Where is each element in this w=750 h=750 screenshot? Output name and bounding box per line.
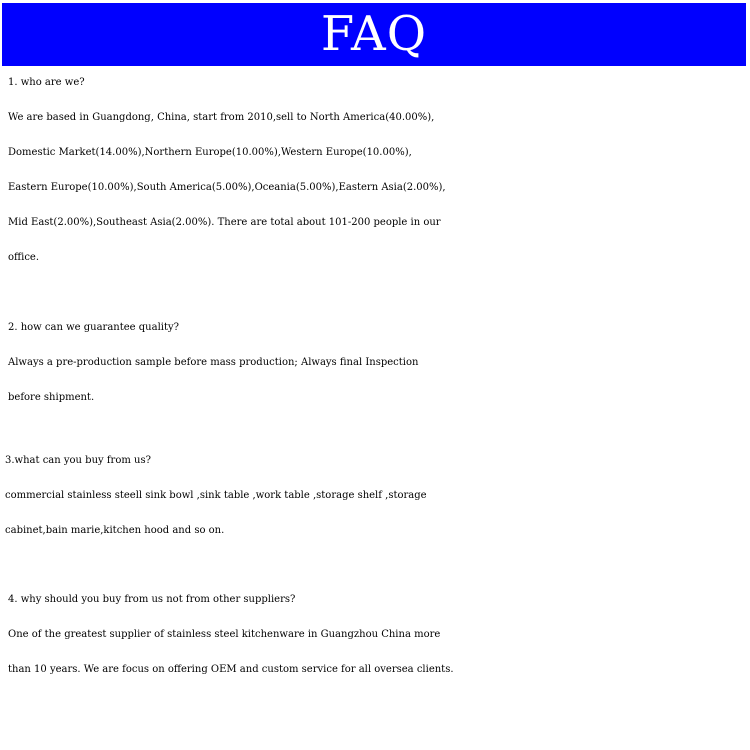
faq-answer-line: cabinet,bain marie,kitchen hood and so on. <box>5 525 225 536</box>
faq-answer-line: Domestic Market(14.00%),Northern Europe(10.00%),Western Europe(10.00%), <box>8 147 412 158</box>
faq-question: 2. how can we guarantee quality? <box>8 322 180 333</box>
faq-answer-line: One of the greatest supplier of stainless steel kitchenware in Guangzhou China more <box>8 629 441 640</box>
faq-answer-line: Always a pre-production sample before mass production; Always final Inspection <box>8 357 419 368</box>
faq-answer-line: Eastern Europe(10.00%),South America(5.00%),Oceania(5.00%),Eastern Asia(2.00%), <box>8 182 446 193</box>
faq-item-products <box>5 443 750 548</box>
page-title: FAQ <box>320 6 428 62</box>
faq-answer-line: office. <box>8 252 40 263</box>
faq-item-why-us <box>8 582 750 687</box>
faq-answer-line: than 10 years. We are focus on offering OEM and custom service for all oversea clients. <box>8 664 454 675</box>
faq-question: 4. why should you buy from us not from other suppliers? <box>8 594 296 605</box>
faq-answer-line: Mid East(2.00%),Southeast Asia(2.00%). There are total about 101-200 people in our <box>8 217 441 228</box>
faq-answer-line: We are based in Guangdong, China, start from 2010,sell to North America(40.00%), <box>8 112 435 123</box>
faq-answer-line: before shipment. <box>8 392 95 403</box>
faq-question: 3.what can you buy from us? <box>5 455 151 466</box>
faq-question: 1. who are we? <box>8 77 85 88</box>
faq-item-quality <box>8 310 750 415</box>
faq-item-who-are-we <box>8 65 750 275</box>
faq-banner <box>2 3 746 66</box>
faq-answer-line: commercial stainless steell sink bowl ,sink table ,work table ,storage shelf ,storage <box>5 490 427 501</box>
